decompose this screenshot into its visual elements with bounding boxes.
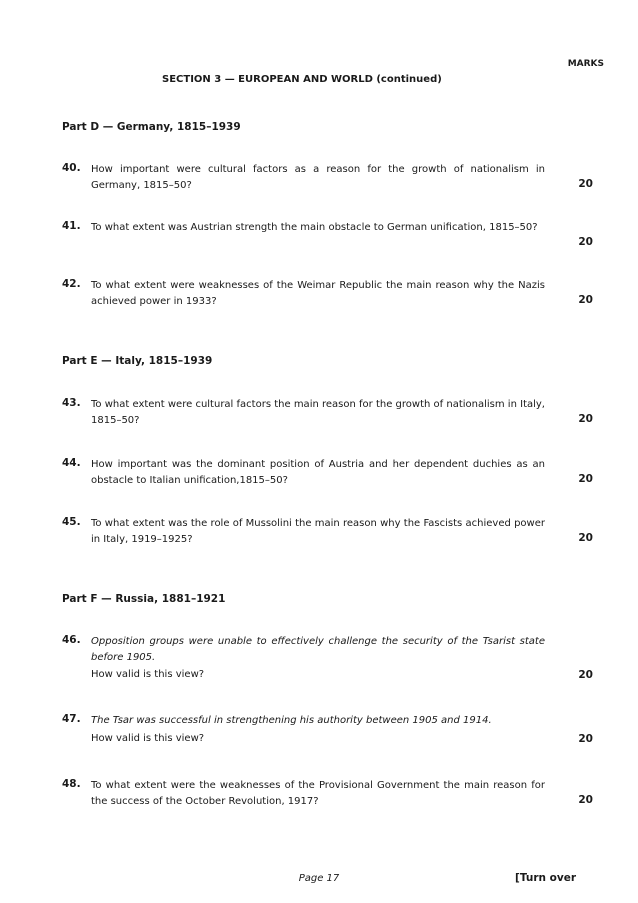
question-number: 40. [62,162,81,174]
turn-over-label: [Turn over [515,872,576,884]
question-marks: 20 [578,473,593,485]
question-text: To what extent were cultural factors the main reason for the growth of nationalism in Italy, 1815–50? [91,399,545,426]
question-prompt: How valid is this view? [91,733,205,744]
question-prompt: How valid is this view? [91,669,205,680]
question-number: 43. [62,397,81,409]
question-text: To what extent was Austrian strength the main obstacle to German unification, 1815–50? [91,222,538,233]
question-text: How important was the dominant position of Austria and her dependent duchies as an obstacle to Italian unification,1815–50? [91,459,545,486]
section-title: SECTION 3 — EUROPEAN AND WORLD (continued) [162,74,442,85]
part-f-heading: Part F — Russia, 1881–1921 [62,593,226,605]
question-text: To what extent was the role of Mussolini the main reason why the Fascists achieved power in Italy, 1919–1925? [91,518,545,545]
question-statement: The Tsar was successful in strengthening his authority between 1905 and 1914. [91,715,492,726]
question-marks: 20 [578,294,593,306]
question-text: How important were cultural factors as a reason for the growth of nationalism in Germany, 1815–50? [91,164,545,191]
question-text: To what extent were the weaknesses of the Provisional Government the main reason for the success of the October Revolution, 1917? [91,780,545,807]
question-number: 42. [62,278,81,290]
part-d-heading: Part D — Germany, 1815–1939 [62,121,241,133]
question-marks: 20 [578,669,593,681]
question-marks: 20 [578,733,593,745]
question-number: 46. [62,634,81,646]
question-text: To what extent were weaknesses of the Weimar Republic the main reason why the Nazis achieved power in 1933? [91,280,545,307]
page-number: Page 17 [298,873,340,884]
question-marks: 20 [578,413,593,425]
part-e-heading: Part E — Italy, 1815–1939 [62,355,213,367]
question-marks: 20 [578,178,593,190]
question-number: 48. [62,778,81,790]
question-marks: 20 [578,532,593,544]
question-statement: Opposition groups were unable to effectively challenge the security of the Tsarist state before 1905. [91,636,545,663]
marks-column-heading: MARKS [567,59,604,69]
question-number: 41. [62,220,81,232]
question-marks: 20 [578,794,593,806]
question-marks: 20 [578,236,593,248]
question-number: 45. [62,516,81,528]
question-number: 47. [62,713,81,725]
question-number: 44. [62,457,81,469]
